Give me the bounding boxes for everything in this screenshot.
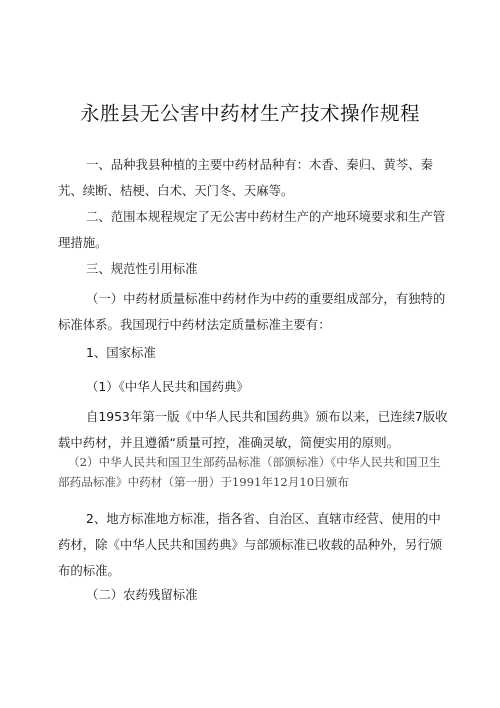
paragraph-ministry-standard: （2）中华人民共和国卫生部药品标准（部颁标准）《中华人民共和国卫生部药品标准》中药材（第一册）于1991年12月10日颁布 [58,455,441,489]
document-title: 永胜县无公害中药材生产技术操作规程 [79,102,420,125]
paragraph-local-standard: 2、地方标准地方标准，指各省、自治区、直辖市经营、使用的中药材，除《中华人民共和国药典》与部颁标准已收载的品种外，另行颁布的标准。 [58,511,443,578]
paragraph-quality-standards: （一）中药材质量标准中药材作为中药的重要组成部分，有独特的标准体系。我国现行中药材法定质量标准主要有： [58,291,446,332]
paragraph-national-standard: 1、国家标准 [86,345,156,360]
paragraph-scope: 二、范围本规程规定了无公害中药材生产的产地环境要求和生产管理措施。 [58,209,446,250]
paragraph-pharmacopoeia: （1）《中华人民共和国药典》 [86,379,249,394]
paragraph-varieties: 一、品种我县种植的主要中药材品种有：木香、秦归、黄芩、秦艽、续断、桔梗、白术、天门冬、天麻等。 [58,157,433,198]
paragraph-pesticide-residue: （二）农药残留标准 [86,587,198,602]
paragraph-normative-references: 三、规范性引用标准 [86,261,198,276]
paragraph-pharmacopoeia-history: 自1953年第一版《中华人民共和国药典》颁布以来，已连续7版收载中药材，并且遵循“质量可控，准确灵敏，简便实用的原则。 [58,409,448,450]
